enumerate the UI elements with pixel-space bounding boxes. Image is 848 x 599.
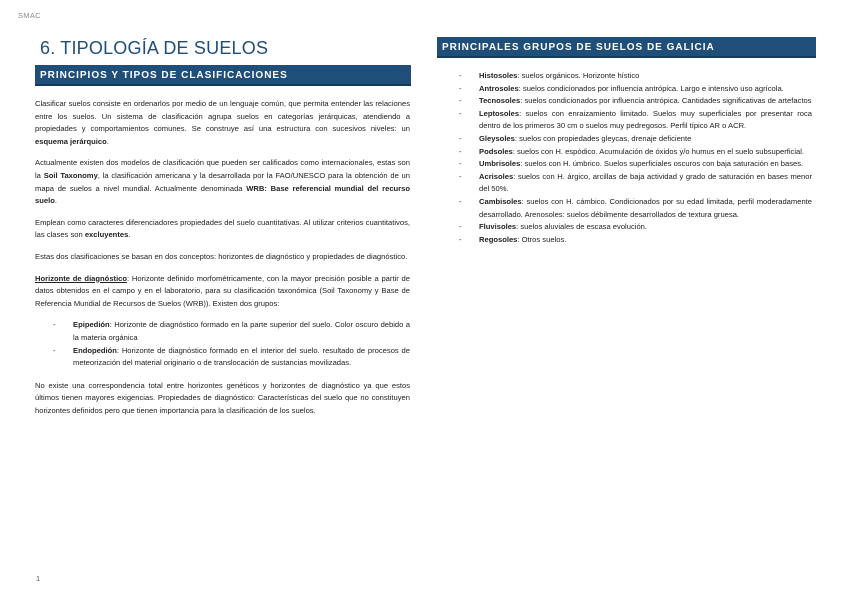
list-item-text: : suelos con H. cámbico. Condicionados por su edad limitada, perfil moderadamente desarrollado. Arenosoles: suelos débilmente desarrollados de textura gruesa. <box>479 196 812 219</box>
list-dash: - <box>459 196 462 206</box>
bold-term: Soil Taxonomy <box>43 170 98 180</box>
page-number: 1 <box>36 574 41 583</box>
paragraph-text: . <box>128 230 131 240</box>
list-dash: - <box>459 234 462 244</box>
list-dash: - <box>459 171 462 181</box>
right-column <box>437 37 816 246</box>
paragraph-intro <box>35 98 410 148</box>
bold-term: Antrosoles <box>479 83 519 93</box>
list-item-text: : Horizonte de diagnóstico formado en el interior del suelo. resultado de procesos de meteorización del material originario o de translocación de sustancias movilizadas. <box>73 345 410 368</box>
paragraph-models <box>35 157 410 207</box>
list-dash: - <box>459 146 462 156</box>
list-item <box>437 158 812 171</box>
bold-term: WRB: Base referencial mundial del recurso suelo <box>35 183 410 206</box>
paragraph-text: . <box>106 136 109 146</box>
list-dash: - <box>459 159 462 169</box>
header-tag: SMAC <box>18 11 41 20</box>
horizon-group-list <box>35 319 410 369</box>
list-dash: - <box>53 345 56 355</box>
bold-term: Podsoles <box>479 146 513 156</box>
bold-term: Tecnosoles <box>479 96 521 106</box>
list-item-text: : suelos con H. árgico, arcillas de baja actividad y grado de saturación en bases menor del 50%. <box>479 171 812 194</box>
paragraph-correspondence: No existe una correspondencia total entre horizontes genéticos y horizontes de diagnóstico ya que estos últimos tienen mayores exigencias. Propiedades de diagnóstico: Características del suelo que no constituyen horizontes definidos pero que tienen importancia para la clasificación de los suelos. <box>35 380 410 415</box>
list-item <box>437 196 812 221</box>
paragraph-criteria <box>35 217 410 242</box>
list-item <box>437 171 812 196</box>
underlined-term: Horizonte de diagnóstico <box>35 273 128 283</box>
bold-term: excluyentes <box>84 230 129 240</box>
bold-term: Regosoles <box>479 234 518 244</box>
list-item-text: : suelos condicionados por influencia antrópica. Cantidades significativas de artefactos <box>520 96 812 106</box>
bold-term: Umbrisoles <box>479 159 521 169</box>
paragraph-text: Emplean como caracteres diferenciadores propiedades del suelo cuantitativas. Al utilizar criterios cuantitativos, las clases son <box>35 217 410 240</box>
paragraph-concepts: Estas dos clasificaciones se basan en dos conceptos: horizontes de diagnóstico y propiedades de diagnóstico. <box>35 251 408 261</box>
paragraph-text: : Horizonte definido morfométricamente, con la mayor precisión posible a partir de datos obtenidos en el campo y en el laboratorio, para su clasificación taxonómica (Soil Taxonomy y Base de Referencia Mundial de Recursos de Suelos (WRB)). Existen dos grupos: <box>35 273 410 308</box>
section-heading-galicia: PRINCIPALES GRUPOS DE SUELOS DE GALICIA <box>437 37 816 58</box>
list-dash: - <box>53 320 56 330</box>
list-item-text: : suelos con H. úmbrico. Suelos superficiales oscuros con baja saturación en bases. <box>520 159 804 169</box>
list-item-text: : suelos con propiedades gleycas, drenaje deficiente <box>514 133 692 143</box>
list-item <box>437 70 812 83</box>
bold-term: esquema jerárquico <box>35 136 107 146</box>
section-heading-principios: PRINCIPIOS Y TIPOS DE CLASIFICACIONES <box>35 65 411 86</box>
list-dash: - <box>459 71 462 80</box>
list-item-text: : Horizonte de diagnóstico formado en la parte superior del suelo. Color oscuro debido a la materia orgánica <box>73 320 410 342</box>
list-item-text: : suelos con H. espódico. Acumulación de óxidos y/o humus en el suelo subsuperficial. <box>512 146 805 156</box>
paragraph-horizonte <box>35 273 410 311</box>
paragraph-text: , la clasificación americana y la desarrollada por la FAO/UNESCO para la obtención de un mapa de suelos a nivel mundial. Actualmente denominada <box>35 170 411 193</box>
bold-term: Gleysoles <box>479 133 515 143</box>
list-dash: - <box>459 96 462 106</box>
list-dash: - <box>459 222 462 232</box>
bold-term: Epipedión <box>73 320 110 330</box>
list-item <box>437 95 812 108</box>
list-item <box>437 108 812 133</box>
list-item-text: : Otros suelos. <box>517 234 567 244</box>
list-item-text: : suelos con enraizamiento limitado. Suelos muy superficiales por presentar roca dentro de los primeros 30 cm o suelos muy pedregosos. Perfil típico AR o ACR. <box>479 108 812 131</box>
left-column <box>35 36 411 426</box>
bold-term: Acrisoles <box>479 171 514 181</box>
list-item <box>437 146 812 159</box>
bold-term: Endopedión <box>73 345 117 355</box>
list-item <box>437 83 812 96</box>
soil-group-list <box>437 70 816 246</box>
list-dash: - <box>459 108 462 118</box>
list-item <box>437 133 812 146</box>
list-item-text: : suelos orgánicos. Horizonte hístico <box>517 71 640 80</box>
paragraph-text: Actualmente existen dos modelos de clasificación que pueden ser calificados como internacionales, estas son la <box>35 158 410 180</box>
list-item-text: : suelos condicionados por influencia antrópica. Largo e intensivo uso agrícola. <box>518 83 784 93</box>
page-title: 6. TIPOLOGÍA DE SUELOS <box>40 38 269 58</box>
paragraph-text: Clasificar suelos consiste en ordenarlos por medio de un lenguaje común, que permita entender las relaciones entre los suelos. Un sistema de clasificación agrupa suelos en categorías jerárquicas, atendiendo a propiedades y comportamientos comunes. Se construye así una estructura con sucesivos niveles: un <box>35 99 410 134</box>
bold-term: Leptosoles <box>479 108 520 118</box>
paragraph-text: . <box>54 196 57 206</box>
bold-term: Fluvisoles <box>479 222 517 232</box>
list-item <box>35 345 410 370</box>
list-dash: - <box>459 83 462 93</box>
bold-term: Histosoles <box>479 71 518 80</box>
list-item <box>437 234 812 247</box>
bold-term: Cambisoles <box>479 196 522 206</box>
list-item-text: : suelos aluviales de escasa evolución. <box>516 222 647 232</box>
list-item <box>35 319 410 344</box>
list-item <box>437 221 812 234</box>
list-dash: - <box>459 133 462 143</box>
left-body <box>35 98 411 417</box>
